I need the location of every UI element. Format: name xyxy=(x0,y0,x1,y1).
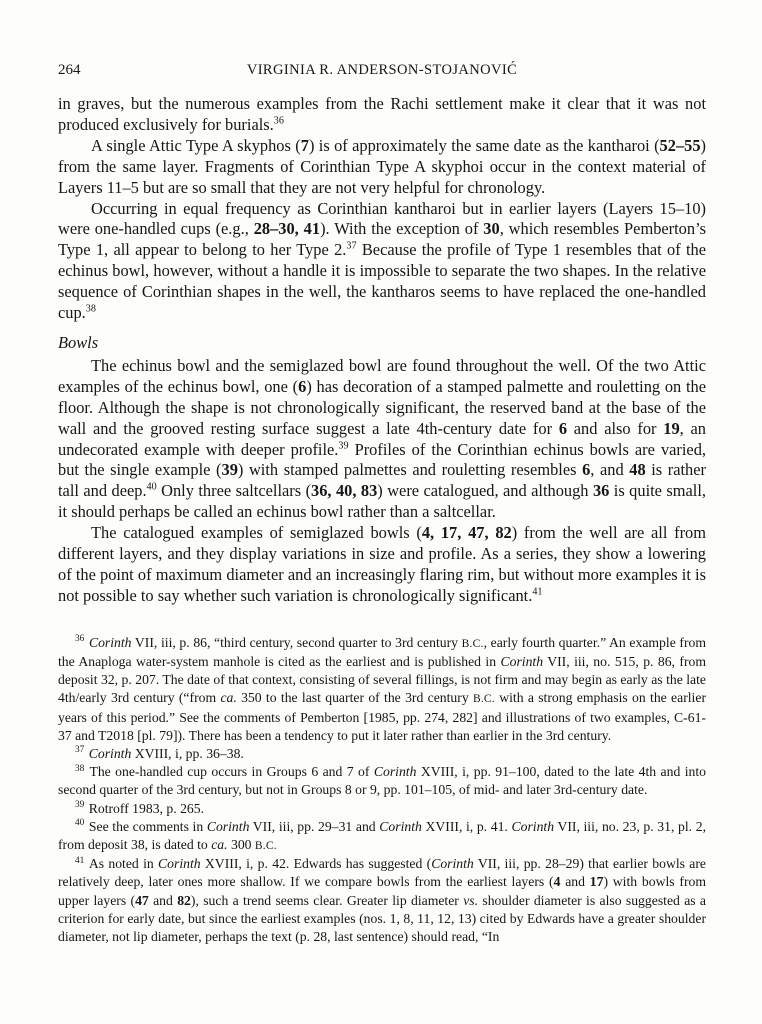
footnote-number: 36 xyxy=(75,634,85,645)
section-heading: Bowls xyxy=(58,332,99,352)
paragraph: Occurring in equal frequency as Corinthian kantharoi but in earlier layers (Layers 15–10) were one-handled cups (e.g., 28–30, 41). With the exception of 30, which resembles Pemberton’s Type 1, all appear to belong to her Type 2.37 Because the profile of Type 1 resembles that of the echinus bowl, however, without a handle it is impossible to separate the two shapes. In the relative sequence of Corinthian shapes in the well, the kantharos seems to have replaced the one-handled cup.$^{38}$ xyxy=(58,198,707,323)
paragraph: A single Attic Type A skyphos (7) is of approximately the same date as the kantharoi (52–55) from the same layer. Fragments of Corinthian Type A skyphoi occur in the context material of Layers 11–5 but are so small that they are not very helpful for chronology. xyxy=(58,135,706,197)
footnote-reference: 40 xyxy=(146,481,157,493)
running-head: VIRGINIA R. ANDERSON-STOJANOVIĆ xyxy=(246,62,518,78)
footnote-reference: 36 xyxy=(273,115,284,127)
paragraph: The catalogued examples of semiglazed bowls (4, 17, 47, 82) from the well are all from different layers, and they display variations in size and profile. As a series, they show a lowering of the point of maximum diameter and an increasingly flaring rim, but without more examples it is not possible to say whether such variation is chronologically significant.$^{41}$ xyxy=(58,523,706,605)
footnotes xyxy=(58,634,706,946)
footnote-37: $^{37}$ Corinth XVIII, i, pp. 36–38. xyxy=(75,745,244,761)
footnote-41: $^{41}$ As noted in Corinth XVIII, i, p. 42. Edwards has suggested (Corinth VII, iii, pp. 28–29) that earlier bowls are relatively deep, later ones more shallow. If we compare bowls from the earliest layers (4 and 17) with bowls from upper layers (47 and 82), such a trend seems clear. Greater lip diameter vs. shoulder diameter is also suggested as a criterion for early date, but since the earliest examples (nos. 1, 8, 11, 12, 13) cited by Edwards have a greater shoulder diameter, not lip diameter, perhaps the text (p. 28, last sentence) should read, “In xyxy=(58,855,707,944)
paragraph: in graves, but the numerous examples from the Rachi settlement make it clear that it was not produced exclusively for burials.$^{36}$ xyxy=(58,94,706,134)
footnote-reference: 39 xyxy=(338,440,349,452)
footnote-36: $^{36}$ Corinth VII, iii, p. 86, “third century, second quarter to 3rd century B.C., early fourth quarter.” An example from the Anaploga water-system manhole is cited as the earliest and is published in Corinth VII, iii, no. 515, p. 86, from deposit 32, p. 207. The date of that context, consisting of several fillings, is not firm and may begin as early as the late 4th/early 3rd century (“from ca. 350 to the last quarter of the 3rd century B.C. with a strong emphasis on the earlier years of this period.” See the comments of Pemberton [1985, pp. 274, 282] and illustrations of two examples, C-61-37 and T2018 [pl. 79]). There has been a tendency to put it later rather than earlier in the 3rd century. xyxy=(58,634,706,743)
page-header xyxy=(58,62,706,82)
footnote-number: 40 xyxy=(75,818,85,829)
page-number: 264 xyxy=(58,62,81,78)
footnote-38: $^{38}$ The one-handled cup occurs in Groups 6 and 7 of Corinth XVIII, i, pp. 91–100, dated to the late 4th and into second quarter of the 3rd century, but not in Groups 8 or 9, pp. 101–105, of mid- and later 3rd-century date. xyxy=(58,763,706,798)
footnote-reference: 41 xyxy=(532,586,543,598)
footnote-number: 38 xyxy=(75,763,85,774)
footnote-number: 39 xyxy=(75,800,85,811)
footnote-40: $^{40}$ See the comments in Corinth VII, iii, pp. 29–31 and Corinth XVIII, i, p. 41. Corinth VII, iii, no. 23, p. 31, pl. 2, from deposit 38, is dated to ca. 300 B.C. xyxy=(58,818,706,852)
footnote-39: $^{39}$ Rotroff 1983, p. 265. xyxy=(75,800,205,816)
paragraph: The echinus bowl and the semiglazed bowl are found throughout the well. Of the two Attic examples of the echinus bowl, one (6) has decoration of a stamped palmette and rouletting on the floor. Although the shape is not chronologically significant, the reserved band at the base of the wall and the grooved resting surface suggest a late 4th-century date for 6 and also for 19, an undecorated example with deeper profile.$^{39}$ Profiles of the Corinthian echinus bowls are varied, but the single example (39) with stamped palmettes and rouletting resembles 6, and 48 is rather tall and deep.$^{40}$ Only three saltcellars (36, 40, 83) were catalogued, and although 36 is quite small, it should perhaps be called an echinus bowl rather than a saltcellar. xyxy=(58,355,707,522)
footnote-reference: 37 xyxy=(346,240,357,252)
body-text xyxy=(58,94,706,607)
footnote-number: 41 xyxy=(75,855,85,866)
footnote-number: 37 xyxy=(75,745,85,756)
footnote-reference: 38 xyxy=(85,303,96,315)
